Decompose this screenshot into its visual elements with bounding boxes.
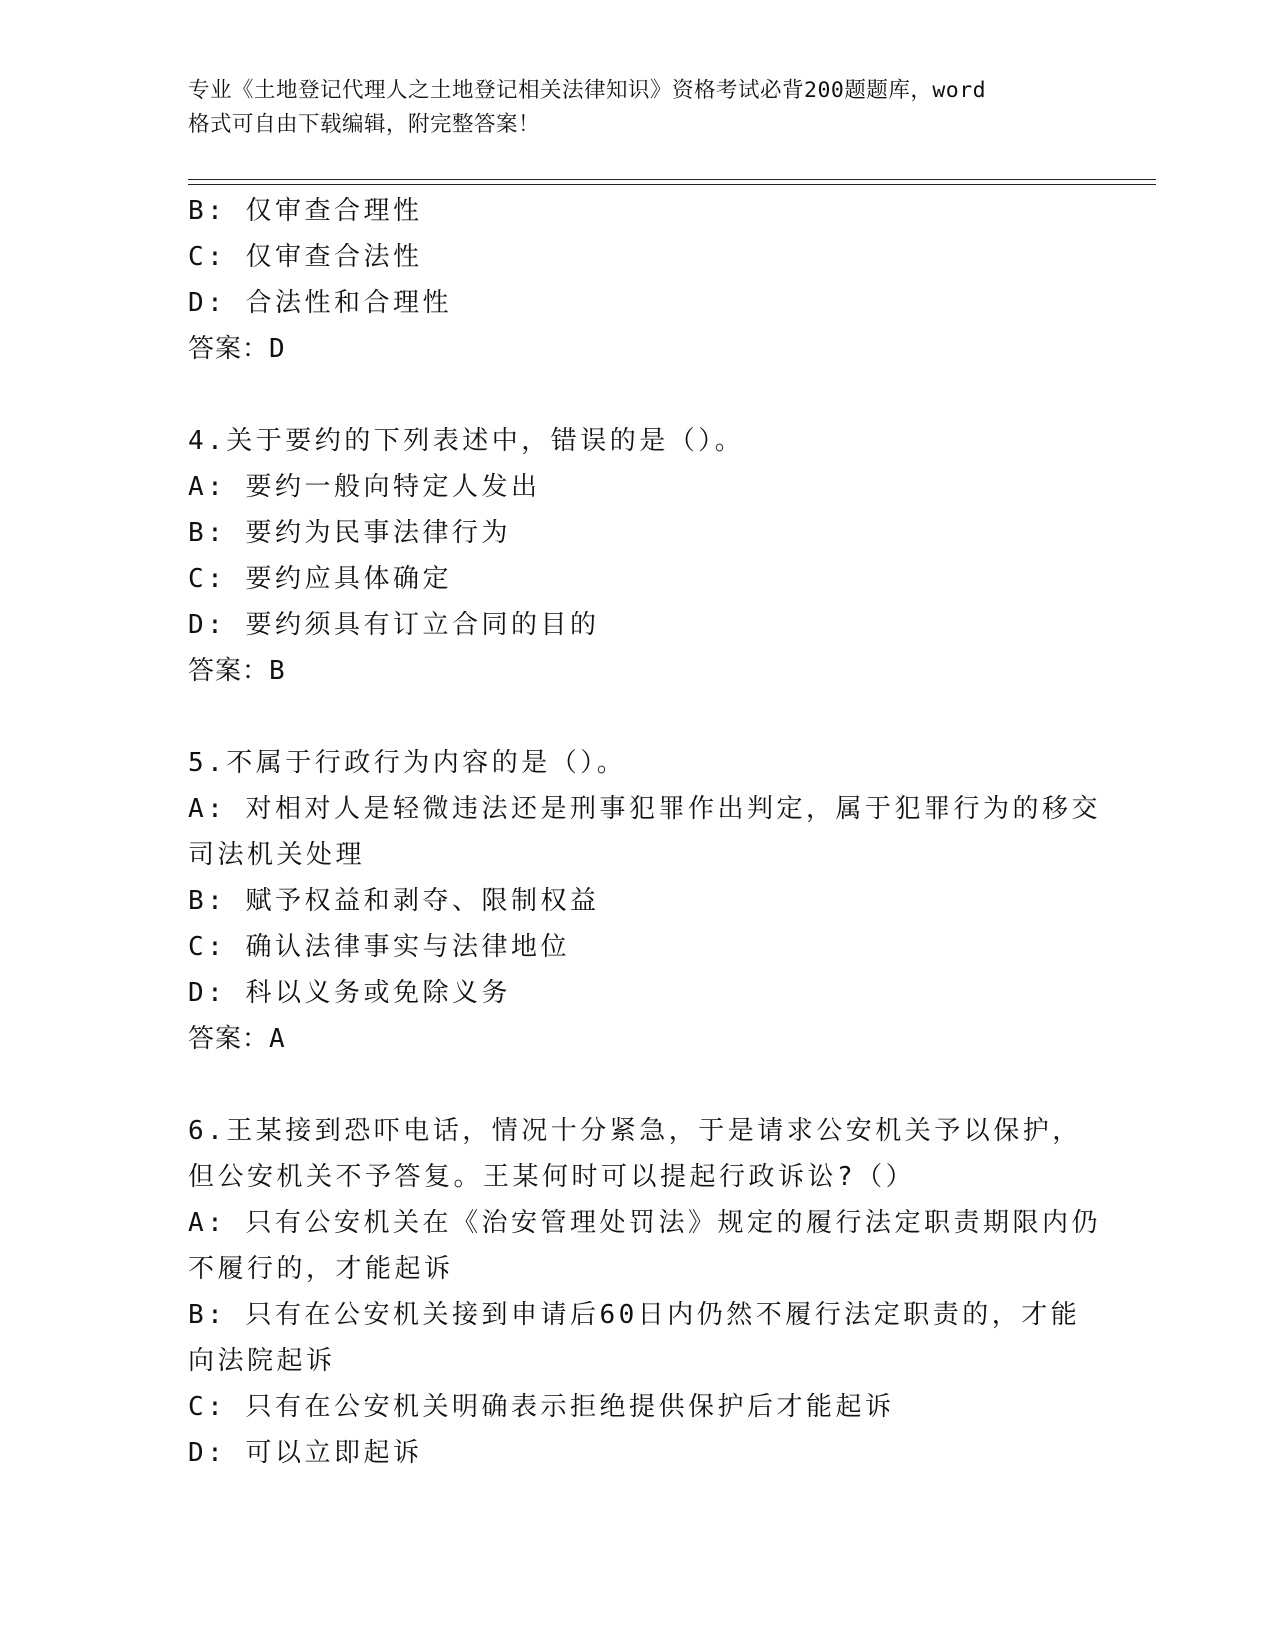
question-list: [188, 188, 1101, 1476]
question-5-block: [188, 740, 1101, 1062]
header-divider-bottom: [188, 184, 1156, 185]
question-6-option-a-line-2: 不履行的，才能起诉: [188, 1254, 454, 1284]
question-6-option-c: C: 只有在公安机关明确表示拒绝提供保护后才能起诉: [188, 1392, 895, 1422]
question-6-option-d: D: 可以立即起诉: [188, 1438, 423, 1468]
question-6-option-b-line-2: 向法院起诉: [188, 1346, 336, 1376]
question-6-option-a-line-1: A: 只有公安机关在《治安管理处罚法》规定的履行法定职责期限内仍: [188, 1208, 1101, 1238]
question-4-option-b: B: 要约为民事法律行为: [188, 518, 511, 548]
question-4-block: [188, 418, 1088, 694]
document-header: [188, 74, 1088, 142]
question-4-text: 4.关于要约的下列表述中，错误的是（）。: [188, 426, 745, 456]
question-6-block: [188, 1108, 1101, 1476]
question-4-option-c: C: 要约应具体确定: [188, 564, 452, 594]
header-title-line-2: 格式可自由下载编辑，附完整答案！: [188, 112, 541, 137]
header-divider-top: [188, 179, 1156, 180]
question-5-text: 5.不属于行政行为内容的是（）。: [188, 748, 627, 778]
spacer: [188, 694, 1088, 740]
question-3-option-c: C: 仅审查合法性: [188, 242, 423, 272]
header-title-line-1: 专业《土地登记代理人之土地登记相关法律知识》资格考试必背200题题库，word: [188, 78, 987, 103]
question-6-text-line-2: 但公安机关不予答复。王某何时可以提起行政诉讼?（）: [188, 1162, 916, 1192]
question-6-option-b-line-1: B: 只有在公安机关接到申请后60日内仍然不履行法定职责的，才能: [188, 1300, 1081, 1330]
question-5-option-a-line-1: A: 对相对人是轻微违法还是刑事犯罪作出判定，属于犯罪行为的移交: [188, 794, 1101, 824]
question-5-option-c: C: 确认法律事实与法律地位: [188, 932, 570, 962]
question-4-option-d: D: 要约须具有订立合同的目的: [188, 610, 600, 640]
question-5-option-b: B: 赋予权益和剥夺、限制权益: [188, 886, 600, 916]
question-4-option-a: A: 要约一般向特定人发出: [188, 472, 541, 502]
question-5-option-d: D: 科以义务或免除义务: [188, 978, 511, 1008]
spacer: [188, 1062, 1088, 1108]
question-3-answer: 答案：D: [188, 334, 286, 364]
spacer: [188, 372, 1088, 418]
question-5-option-a-line-2: 司法机关处理: [188, 840, 366, 870]
question-3-block: [188, 188, 1088, 372]
question-4-answer: 答案：B: [188, 656, 286, 686]
question-3-option-b: B: 仅审查合理性: [188, 196, 423, 226]
question-5-answer: 答案：A: [188, 1024, 286, 1054]
question-6-text-line-1: 6.王某接到恐吓电话，情况十分紧急，于是请求公安机关予以保护，: [188, 1116, 1082, 1146]
question-3-option-d: D: 合法性和合理性: [188, 288, 452, 318]
